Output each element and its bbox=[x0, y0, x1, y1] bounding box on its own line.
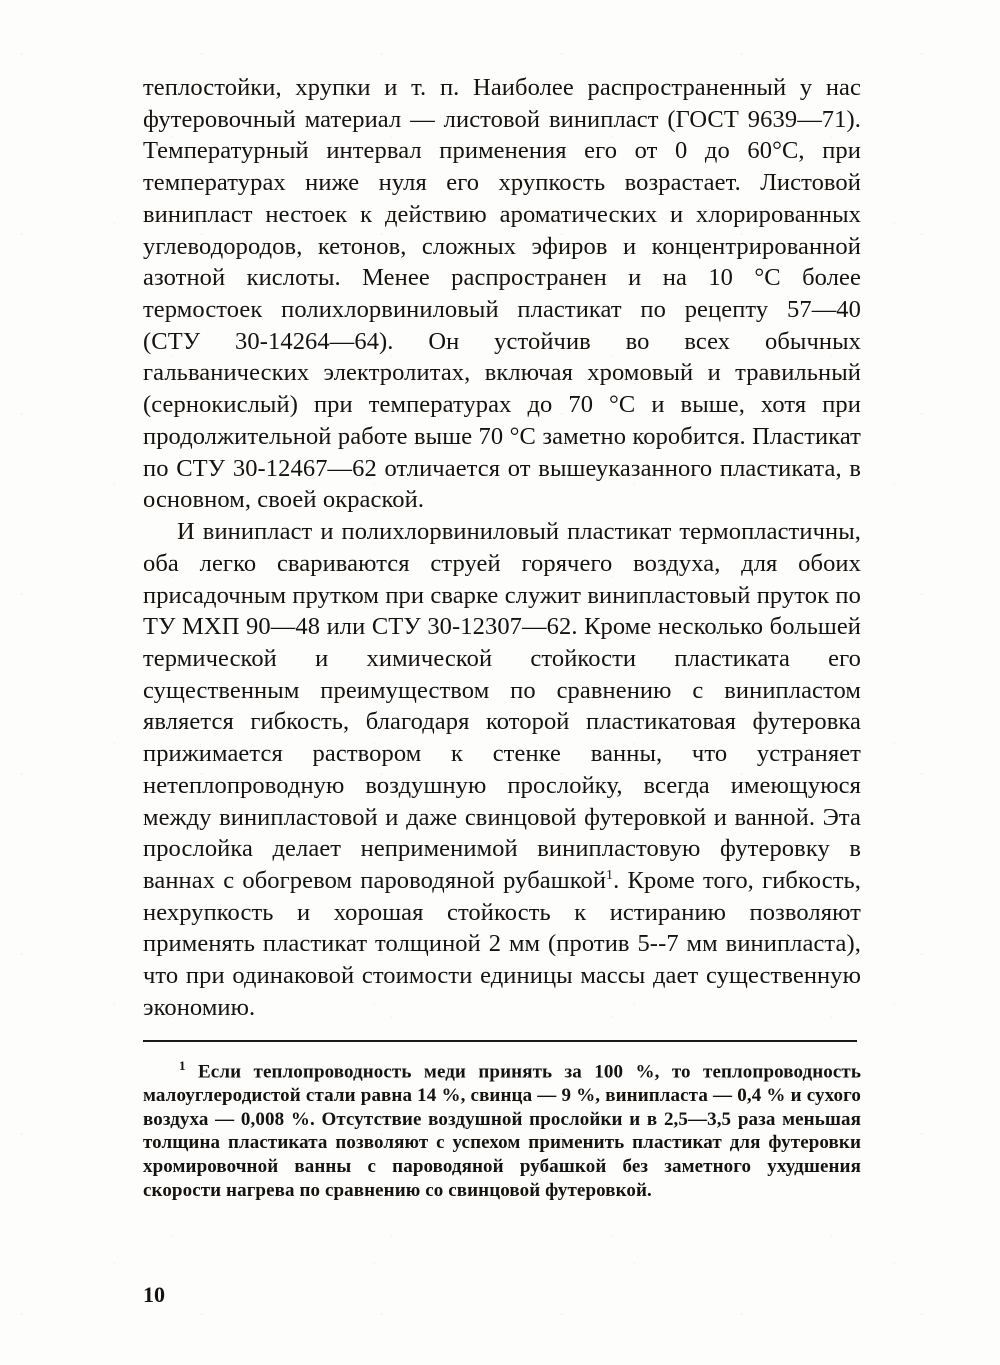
footnote-body: Если теплопроводность меди принять за 100 %, то теплопроводность малоуглеродистой стали равна 14 %, свинца — 9 %, винипласта — 0,4 % и сухого воздуха — 0,008 %. Отсутствие воздушной прослойки и в 2,5—3,5 раза меньшая толщина пластиката позволяют с успехом применить пластикат для футеровки хромировочной ванны с пароводяной рубашкой без заметного ухудшения скорости нагрева по сравнению со свинцовой футеровкой. bbox=[143, 1061, 861, 1201]
footnote-number: 1 bbox=[179, 1058, 186, 1073]
paragraph-2-main: И винипласт и полихлорвиниловый пластикат термопластичны, оба легко свариваются струей горячего воздуха, для обоих присадочным прутком при сварке служит винипластовый пруток по ТУ МХП 90—48 или СТУ 30-12307—62. Кроме несколько большей термической и химической стойкости пластиката его существенным преимуществом по сравнению с винипластом является гибкость, благодаря которой пластикатовая футеровка прижимается раствором к стенке ванны, что устраняет нетеплопроводную воздушную прослойку, всегда имеющуюся между винипластовой и даже свинцовой футеровкой и ванной. Эта прослойка делает неприменимой винипластовую футеровку в ваннах с обогревом пароводяной рубашкой bbox=[143, 518, 861, 894]
paragraph-1: теплостойки, хрупки и т. п. Наиболее распространенный у нас футеровочный материал — листовой винипласт (ГОСТ 9639—71). Температурный интервал применения его от 0 до 60°С, при температурах ниже нуля его хрупкость возрастает. Листовой винипласт нестоек к действию ароматических и хлорированных углеводородов, кетонов, сложных эфиров и концентрированной азотной кислоты. Менее распространен и на 10 °С более термостоек полихлорвиниловый пластикат по рецепту 57—40 (СТУ 30-14264—64). Он устойчив во всех обычных гальванических электролитах, включая хромовый и травильный (сернокислый) при температурах до 70 °С и выше, хотя при продолжительной работе выше 70 °С заметно коробится. Пластикат по СТУ 30-12467—62 отличается от вышеуказанного пластиката, в основном, своей окраской. bbox=[143, 74, 861, 514]
body-text-column bbox=[143, 72, 861, 1024]
page-number: 10 bbox=[143, 1282, 165, 1307]
footnote-separator-rule bbox=[143, 1040, 857, 1042]
paragraph-2-tail: . Кроме того, гибкость, нехрупкость и хорошая стойкость к истиранию позволяют применять пластикат толщиной 2 мм (против 5--7 мм винипласта), что при одинаковой стоимости единицы массы дает существенную экономию. bbox=[143, 866, 861, 1021]
footnote-paragraph bbox=[143, 1058, 861, 1202]
paragraph-2 bbox=[143, 516, 861, 1024]
footnote-block bbox=[143, 1058, 861, 1202]
footnote-reference-marker: 1 bbox=[606, 867, 614, 883]
